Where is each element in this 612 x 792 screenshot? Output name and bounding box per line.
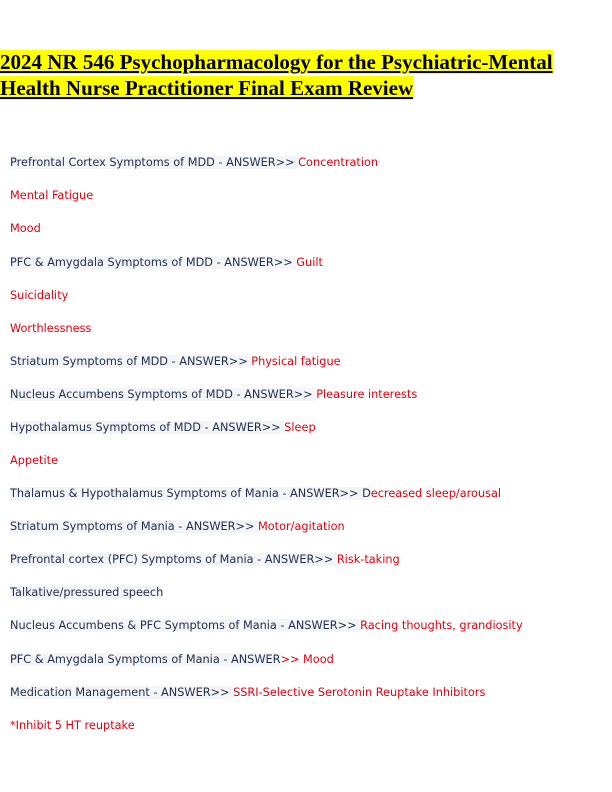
answer-text: >> Mood	[280, 653, 334, 666]
question-text: Medication Management - ANSWER>>	[10, 686, 234, 699]
question-text: Nucleus Accumbens & PFC Symptoms of Mania - ANSWER>>	[10, 619, 361, 632]
question-text: PFC & Amygdala Symptoms of Mania - ANSWER	[10, 653, 281, 666]
answer-text: Sleep	[284, 421, 316, 434]
qa-line	[10, 619, 523, 633]
answer-text: ecreased sleep/arousal	[370, 487, 502, 500]
question-text: Striatum Symptoms of Mania - ANSWER>>	[10, 520, 259, 533]
qa-line	[10, 289, 68, 303]
answer-text: Racing thoughts, grandiosity	[360, 619, 523, 632]
question-text: PFC & Amygdala Symptoms of MDD - ANSWER>>	[10, 256, 297, 269]
question-text: Thalamus & Hypothalamus Symptoms of Mania - ANSWER>> D	[10, 487, 371, 500]
qa-line	[10, 421, 316, 435]
qa-line	[10, 653, 334, 667]
answer-text: Worthlessness	[10, 322, 92, 335]
answer-text: Appetite	[10, 454, 58, 467]
question-text: Prefrontal Cortex Symptoms of MDD - ANSWER>>	[10, 156, 299, 169]
answer-text: Motor/agitation	[258, 520, 345, 533]
question-text: Prefrontal cortex (PFC) Symptoms of Mania - ANSWER>>	[10, 553, 337, 566]
qa-line	[10, 719, 135, 733]
qa-line	[10, 487, 501, 501]
answer-text: Pleasure interests	[316, 388, 418, 401]
title-line-1: 2024 NR 546 Psychopharmacology for the Psychiatric-Mental	[0, 50, 553, 74]
qa-line	[10, 322, 91, 336]
qa-line	[10, 454, 58, 468]
qa-line	[10, 586, 163, 600]
qa-line	[10, 189, 93, 203]
question-text: Nucleus Accumbens Symptoms of MDD - ANSWER>>	[10, 388, 317, 401]
answer-text: Mental Fatigue	[10, 189, 94, 202]
answer-text: Risk-taking	[336, 553, 400, 566]
qa-line	[10, 388, 417, 402]
qa-line	[10, 256, 323, 270]
qa-line	[10, 686, 485, 700]
answer-text: Physical fatigue	[251, 355, 341, 368]
qa-line	[10, 553, 400, 567]
answer-text: *Inhibit 5 HT reuptake	[10, 719, 135, 732]
answer-text: Concentration	[298, 156, 379, 169]
question-text: Striatum Symptoms of MDD - ANSWER>>	[10, 355, 252, 368]
qa-line	[10, 520, 345, 534]
title-line-2: Health Nurse Practitioner Final Exam Review	[0, 76, 414, 100]
qa-line	[10, 355, 341, 369]
answer-text: Guilt	[296, 256, 323, 269]
answer-text: SSRI-Selective Serotonin Reuptake Inhibitors	[233, 686, 486, 699]
question-text: Talkative/pressured speech	[10, 586, 164, 599]
answer-text: Mood	[10, 222, 41, 235]
answer-text: Suicidality	[10, 289, 69, 302]
document-title	[0, 49, 600, 101]
qa-line	[10, 156, 378, 170]
question-text: Hypothalamus Symptoms of MDD - ANSWER>>	[10, 421, 285, 434]
qa-line	[10, 222, 41, 236]
